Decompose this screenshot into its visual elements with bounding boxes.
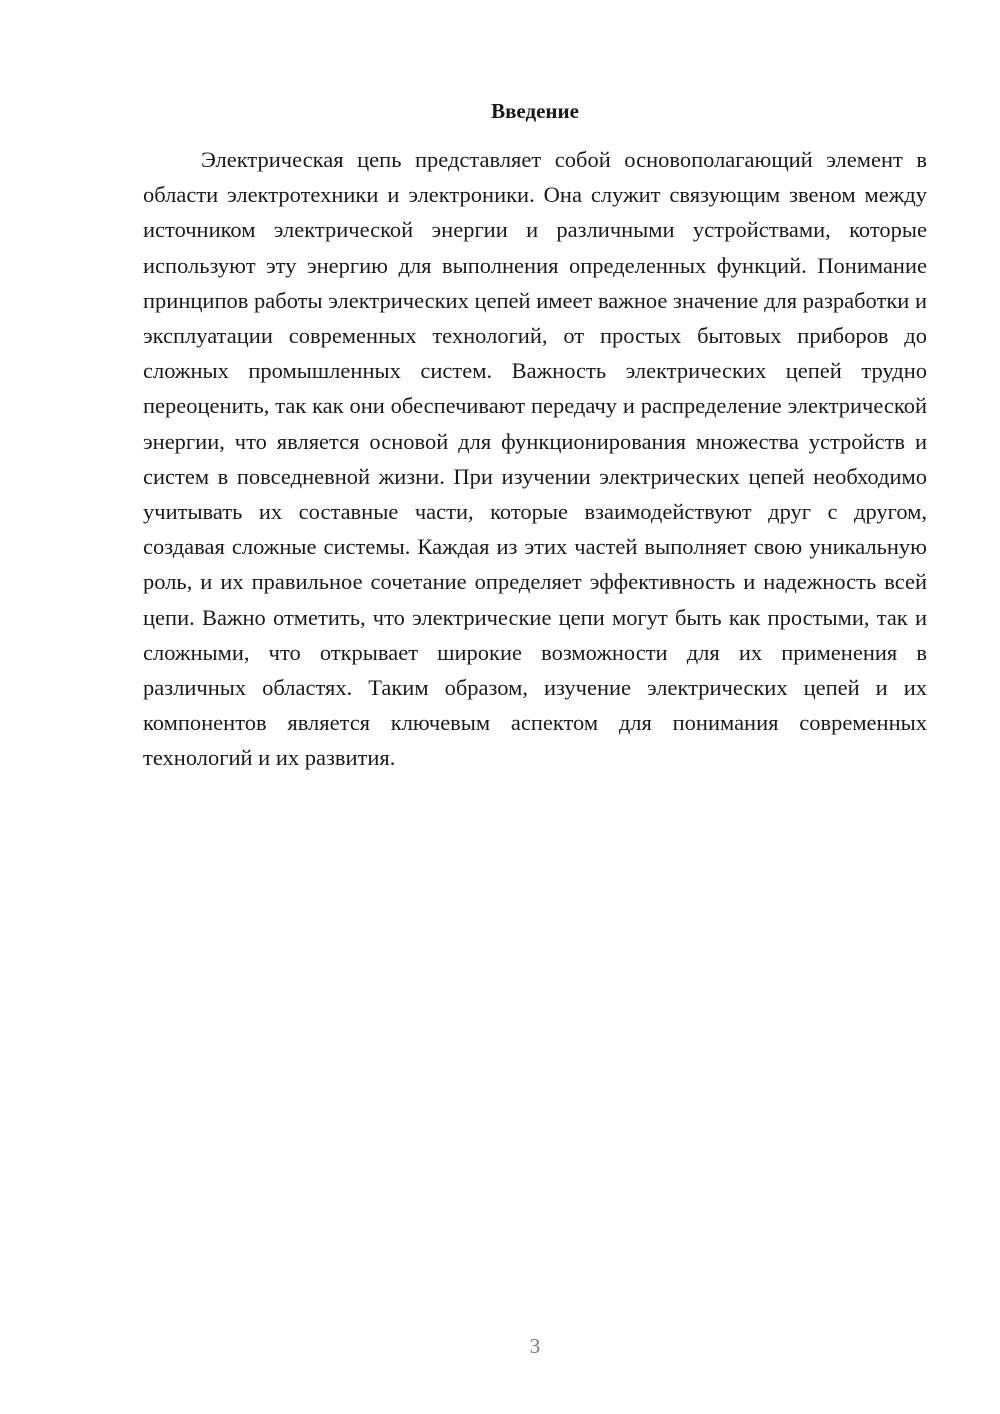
page-number: 3 (529, 1334, 541, 1358)
section-heading: Введение (491, 99, 579, 123)
body-paragraph: Электрическая цепь представляет собой основополагающий элемент в области электротехники и электроники. Она служит связующим звеном между источником электрической энергии и различными устройствами, которые используют эту энергию для выполнения определенных функций. Понимание принципов работы электрических цепей имеет важное значение для разработки и эксплуатации современных технологий, от простых бытовых приборов до сложных промышленных систем. Важность электрических цепей трудно переоценить, так как они обеспечивают передачу и распределение электрической энергии, что является основой для функционирования множества устройств и систем в повседневной жизни. При изучении электрических цепей необходимо учитывать их составные части, которые взаимодействуют друг с другом, создавая сложные системы. Каждая из этих частей выполняет свою уникальную роль, и их правильное сочетание определяет эффективность и надежность всей цепи. Важно отметить, что электрические цепи могут быть как простыми, так и сложными, что открывает широкие возможности для их применения в различных областях. Таким образом, изучение электрических цепей и их компонентов является ключевым аспектом для понимания современных технологий и их развития. (143, 147, 927, 771)
